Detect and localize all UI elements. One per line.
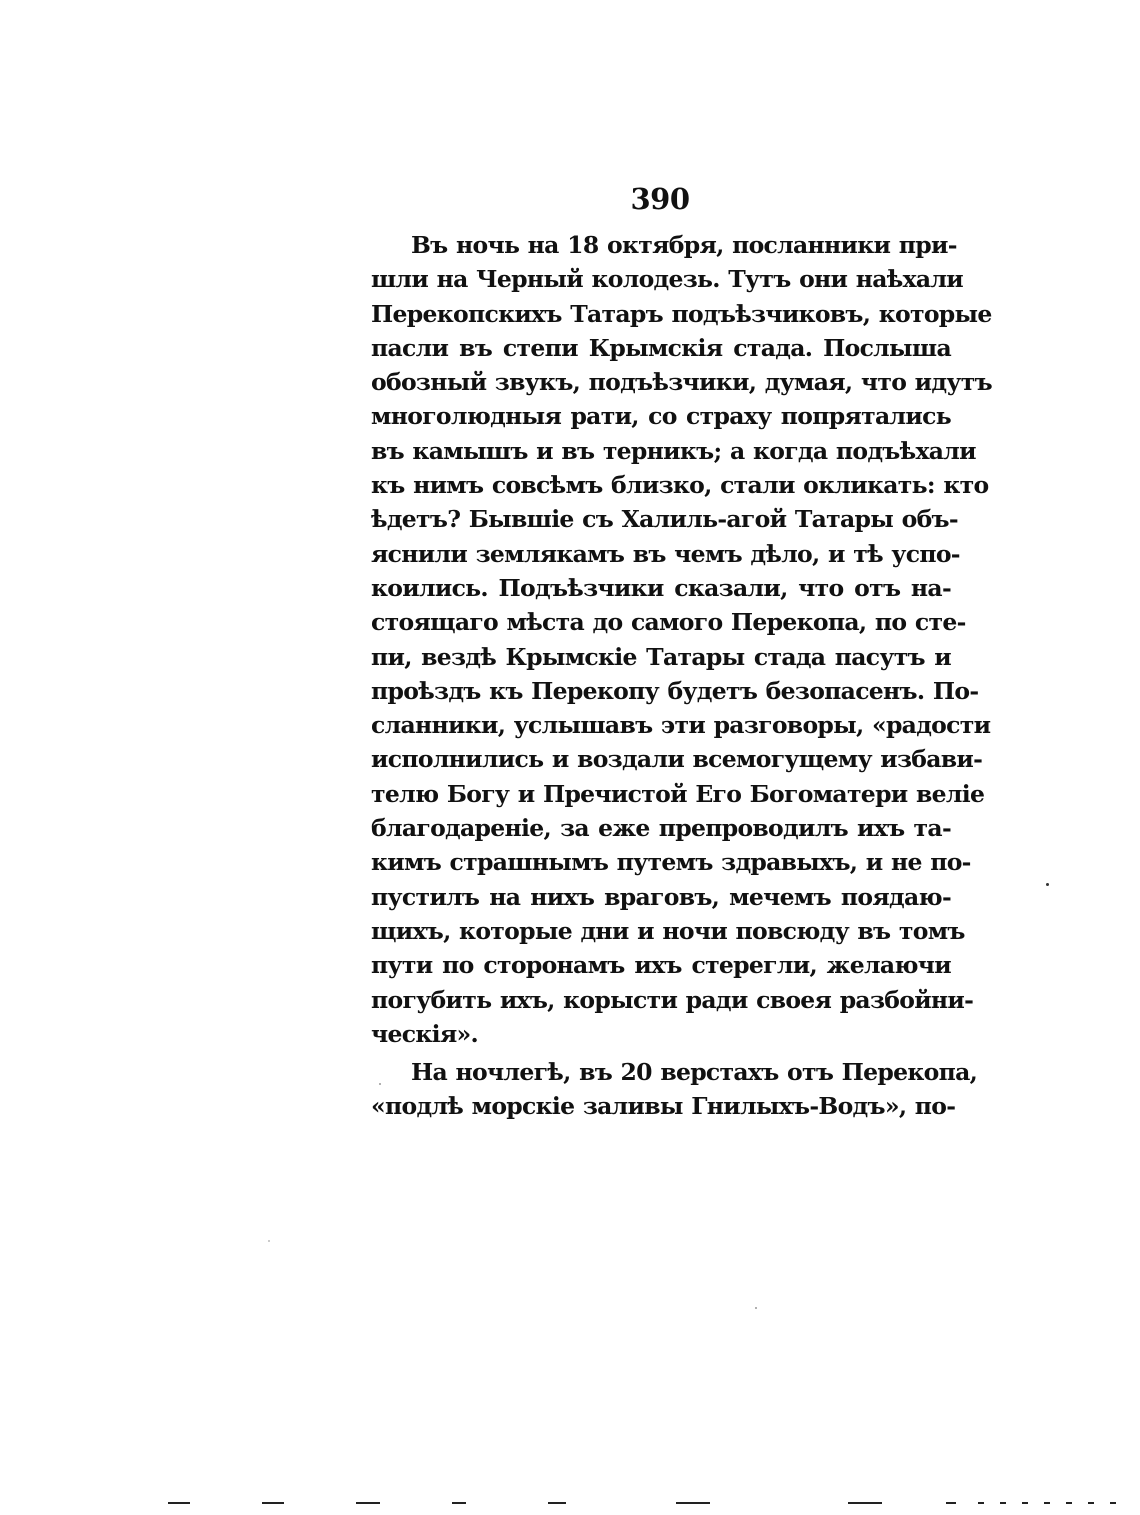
text-line: пи, вездѣ Крымскіе Татары стада пасутъ и	[371, 642, 951, 671]
scan-speck	[379, 1083, 381, 1085]
scan-rule	[452, 1502, 466, 1504]
scan-rule	[1088, 1502, 1094, 1504]
text-line: пустилъ на нихъ враговъ, мечемъ поядаю-	[371, 882, 951, 911]
scan-rule	[978, 1502, 984, 1504]
text-line: многолюдныя рати, со страху попрятались	[371, 402, 951, 431]
text-line: шли на Черный колодезь. Тутъ они наѣхали	[371, 265, 964, 294]
scan-rule	[262, 1502, 284, 1504]
text-line: ѣдетъ? Бывшіе съ Халиль-агой Татары объ-	[371, 505, 958, 534]
text-line: пасли въ степи Крымскія стада. Послыша	[371, 333, 951, 362]
text-line: кимъ страшнымъ путемъ здравыхъ, и не по-	[371, 848, 971, 877]
scan-rule	[946, 1502, 956, 1504]
text-line: погубить ихъ, корысти ради своея разбойни-	[371, 985, 974, 1014]
text-line: благодареніе, за еже препроводилъ ихъ та-	[371, 814, 951, 843]
scan-speck	[755, 1307, 757, 1309]
text-line: къ нимъ совсѣмъ близко, стали окликать: кто	[371, 471, 989, 500]
text-line: исполнились и воздали всемогущему избави-	[371, 745, 983, 774]
text-line: телю Богу и Пречистой Его Богоматери веліе	[371, 779, 985, 808]
text-line: стоящаго мѣста до самого Перекопа, по сте-	[371, 608, 966, 637]
scan-rule	[1110, 1502, 1116, 1504]
scan-rule	[168, 1502, 190, 1504]
text-line: проѣздъ къ Перекопу будетъ безопасенъ. По-	[371, 676, 979, 705]
scan-rule	[356, 1502, 380, 1504]
text-line: коились. Подъѣзчики сказали, что отъ на-	[371, 573, 951, 602]
scan-speck	[268, 1240, 270, 1242]
text-line: обозный звукъ, подъѣзчики, думая, что идутъ	[371, 368, 992, 397]
scan-rule	[676, 1502, 710, 1504]
text-line: ческія».	[371, 1019, 478, 1048]
page-number: 390	[630, 182, 690, 216]
text-line: «подлѣ морскіе заливы Гнилыхъ-Водъ», по-	[371, 1092, 956, 1121]
scan-rule	[848, 1502, 882, 1504]
text-line: Въ ночь на 18 октября, посланники при-	[411, 231, 957, 259]
scan-rule	[1066, 1502, 1072, 1504]
paragraph	[371, 1055, 978, 1124]
text-line: щихъ, которые дни и ночи повсюду въ томъ	[371, 916, 965, 945]
text-line: яснили землякамъ въ чемъ дѣло, и тѣ успо-	[371, 539, 960, 568]
text-line: сланники, услышавъ эти разговоры, «радости	[371, 711, 991, 740]
text-line: въ камышъ и въ терникъ; а когда подъѣхали	[371, 436, 976, 465]
scan-rule	[1000, 1502, 1006, 1504]
text-line: На ночлегѣ, въ 20 верстахъ отъ Перекопа,	[411, 1058, 978, 1087]
paragraph	[371, 228, 992, 1051]
scan-rule	[1044, 1502, 1050, 1504]
text-line: Перекопскихъ Татаръ подъѣзчиковъ, которые	[371, 299, 992, 328]
scan-speck	[1046, 883, 1049, 886]
scan-rule	[548, 1502, 566, 1504]
scan-rule	[1022, 1502, 1028, 1504]
text-line: пути по сторонамъ ихъ стерегли, желаючи	[371, 951, 951, 980]
body-text	[371, 228, 992, 1124]
